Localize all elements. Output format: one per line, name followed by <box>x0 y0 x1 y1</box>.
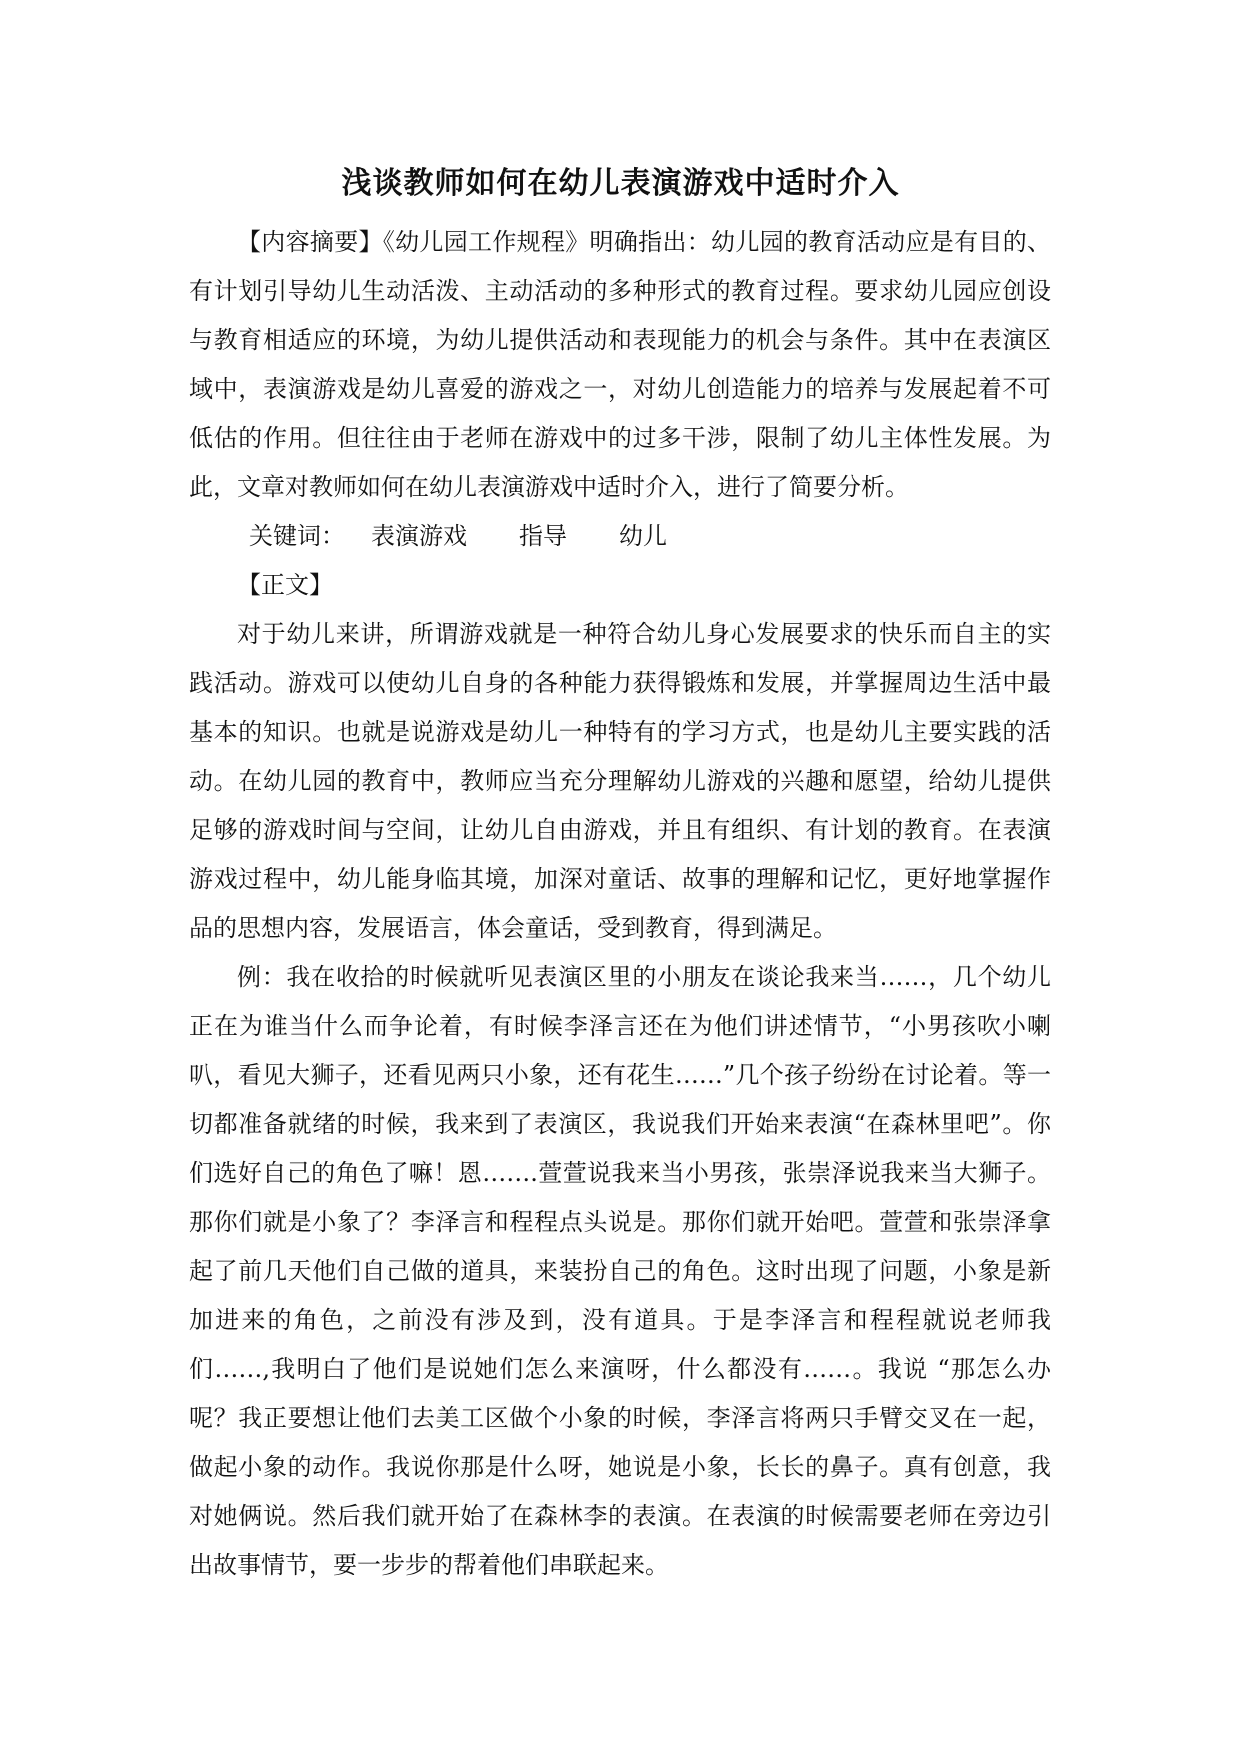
document-body <box>189 218 1051 1590</box>
keywords-line <box>189 512 1051 561</box>
document-title: 浅谈教师如何在幼儿表演游戏中适时介入 <box>341 166 900 201</box>
keyword-item: 指导 <box>519 522 567 550</box>
body-paragraph: 对于幼儿来讲，所谓游戏就是一种符合幼儿身心发展要求的快乐而自主的实践活动。游戏可以使幼儿自身的各种能力获得锻炼和发展，并掌握周边生活中最基本的知识。也就是说游戏是幼儿一种特有的学习方式，也是幼儿主要实践的活动。在幼儿园的教育中，教师应当充分理解幼儿游戏的兴趣和愿望，给幼儿提供足够的游戏时间与空间，让幼儿自由游戏，并且有组织、有计划的教育。在表演游戏过程中，幼儿能身临其境，加深对童话、故事的理解和记忆，更好地掌握作品的思想内容，发展语言，体会童话，受到教育，得到满足。 <box>189 620 1051 942</box>
body-heading: 【正文】 <box>237 571 333 599</box>
example-paragraph: 例：我在收拾的时候就听见表演区里的小朋友在谈论我来当……，几个幼儿正在为谁当什么而争论着，有时候李泽言还在为他们讲述情节，“小男孩吹小喇叭，看见大狮子，还看见两只小象，还有花生……”几个孩子纷纷在讨论着。等一切都准备就绪的时候，我来到了表演区，我说我们开始来表演“在森林里吧”。你们选好自己的角色了嘛！恩…….萱萱说我来当小男孩，张崇泽说我来当大狮子。那你们就是小象了？李泽言和程程点头说是。那你们就开始吧。萱萱和张崇泽拿起了前几天他们自己做的道具，来装扮自己的角色。这时出现了问题，小象是新加进来的角色，之前没有涉及到，没有道具。于是李泽言和程程就说老师我们……,我明白了他们是说她们怎么来演呀，什么都没有……。我说 “那怎么办呢？我正要想让他们去美工区做个小象的时候，李泽言将两只手臂交叉在一起，做起小象的动作。我说你那是什么呀，她说是小象，长长的鼻子。真有创意，我对她俩说。然后我们就开始了在森林李的表演。在表演的时候需要老师在旁边引出故事情节，要一步步的帮着他们串联起来。 <box>189 963 1051 1579</box>
keyword-item: 表演游戏 <box>371 522 467 550</box>
abstract-paragraph: 【内容摘要】《幼儿园工作规程》明确指出：幼儿园的教育活动应是有目的、有计划引导幼儿生动活泼、主动活动的多种形式的教育过程。要求幼儿园应创设与教育相适应的环境，为幼儿提供活动和表现能力的机会与条件。其中在表演区域中，表演游戏是幼儿喜爱的游戏之一，对幼儿创造能力的培养与发展起着不可低估的作用。但往往由于老师在游戏中的过多干涉，限制了幼儿主体性发展。为此，文章对教师如何在幼儿表演游戏中适时介入，进行了简要分析。 <box>189 228 1051 501</box>
keywords-label: 关键词： <box>249 522 345 550</box>
keyword-item: 幼儿 <box>619 522 667 550</box>
